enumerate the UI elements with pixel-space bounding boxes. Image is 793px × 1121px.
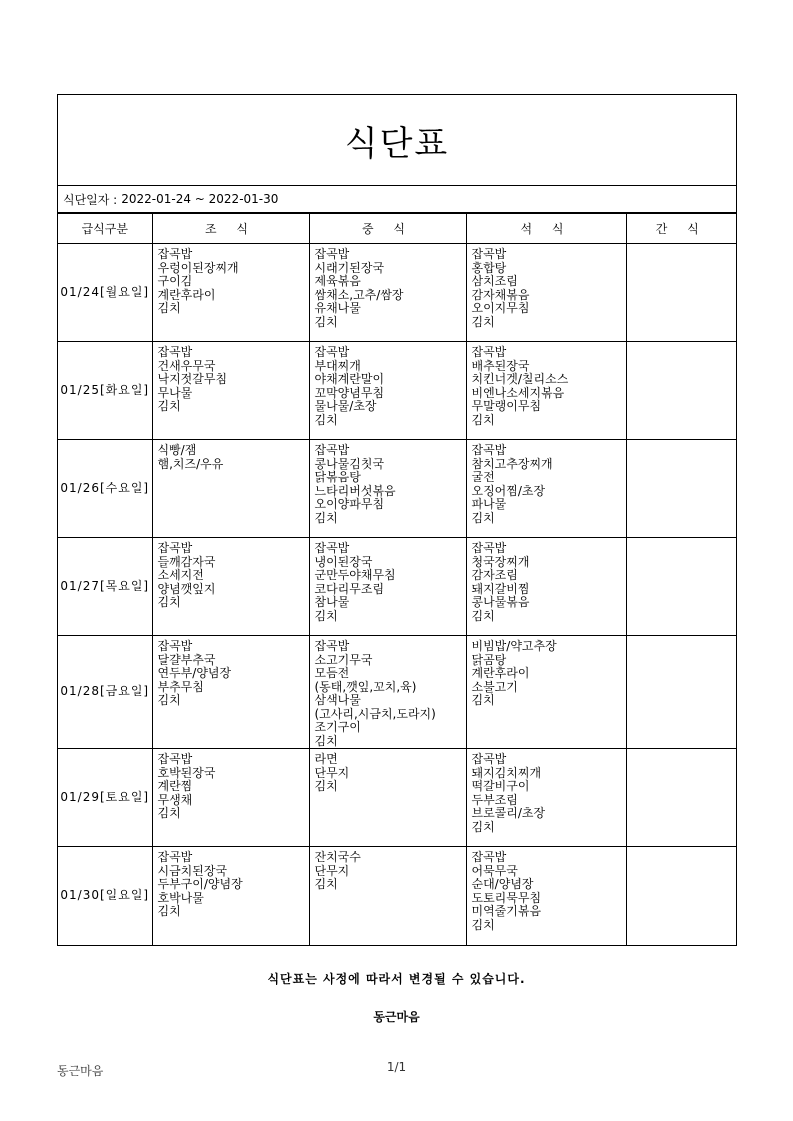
menu-item: 닭볶음탕 [314, 470, 361, 484]
breakfast-cell [152, 342, 309, 440]
menu-item: 김치 [157, 693, 181, 707]
menu-item: 무나물 [157, 385, 193, 400]
day-label: 01/26[수요일] [58, 440, 152, 538]
menu-item: 두부조림 [471, 792, 518, 807]
menu-item: 김치 [471, 412, 495, 427]
breakfast-cell [152, 847, 309, 945]
menu-item: 잡곡밥 [471, 345, 507, 359]
menu-item: 무말랭이무침 [471, 399, 542, 413]
menu-item: 돼지갈비찜 [471, 581, 530, 596]
date-line [58, 186, 736, 213]
snack-cell [626, 244, 736, 342]
day-row [58, 847, 736, 945]
menu-item: 김치 [314, 510, 338, 525]
breakfast-cell [152, 636, 309, 749]
menu-item: 김치 [157, 399, 181, 413]
snack-cell [626, 440, 736, 538]
menu-item: 김치 [314, 314, 338, 329]
menu-item: 양념깻잎지 [157, 581, 216, 596]
menu-item: 잡곡밥 [471, 850, 507, 864]
snack-cell [626, 538, 736, 636]
menu-table [58, 213, 736, 945]
menu-item: 비엔나소세지볶음 [471, 385, 565, 400]
lunch-cell [309, 749, 466, 847]
page-title: 식단표 [58, 95, 736, 186]
menu-item: 단무지 [314, 863, 350, 878]
menu-item: 조기구이 [314, 720, 361, 734]
menu-item: 잡곡밥 [314, 247, 350, 261]
day-label: 01/25[화요일] [58, 342, 152, 440]
menu-item: 물나물/초장 [314, 399, 377, 413]
menu-item: 돼지김치찌개 [471, 765, 542, 780]
menu-item: 삼치조림 [471, 274, 518, 288]
menu-item: 연두부/양념장 [157, 666, 232, 680]
day-row [58, 749, 736, 847]
menu-item: 김치 [471, 819, 495, 834]
menu-item: 김치 [157, 806, 181, 820]
menu-item: 김치 [157, 301, 181, 315]
menu-item: 소세지전 [157, 568, 204, 582]
menu-item: (고사리,시금치,도라지) [314, 706, 436, 721]
menu-item: 잡곡밥 [314, 639, 350, 653]
footer-organization: 동근마음 [57, 1064, 104, 1078]
lunch-cell [309, 244, 466, 342]
menu-body [58, 244, 736, 945]
menu-item: 도토리묵무침 [471, 890, 542, 905]
menu-item: 꼬막양념무침 [314, 385, 385, 400]
menu-item: 단무지 [314, 765, 350, 780]
menu-item: 잡곡밥 [314, 443, 350, 457]
menu-item: 브로콜리/초장 [471, 806, 546, 820]
menu-item: 낙지젓갈무침 [157, 372, 228, 386]
menu-item: 콩나물볶음 [471, 595, 530, 609]
day-row [58, 342, 736, 440]
page-number: 1/1 [386, 1060, 407, 1074]
menu-item: 햄,치즈/우유 [157, 456, 224, 471]
menu-item: 계란후라이 [157, 287, 216, 302]
menu-item: 삼색나물 [314, 693, 361, 707]
menu-item: 쌈채소,고추/쌈장 [314, 287, 404, 302]
menu-item: 잡곡밥 [471, 752, 507, 766]
menu-item: 잡곡밥 [157, 752, 193, 766]
menu-item: 배추된장국 [471, 358, 530, 373]
menu-item: 제육볶음 [314, 274, 361, 288]
dinner-cell [466, 636, 626, 749]
menu-item: 감자채볶음 [471, 287, 530, 302]
day-row [58, 538, 736, 636]
menu-item: 콩나물김칫국 [314, 456, 385, 471]
menu-item: 파나물 [471, 497, 507, 511]
menu-item: 우렁이된장찌개 [157, 260, 239, 275]
menu-item: 순대/양념장 [471, 877, 534, 891]
menu-item: 오이지무침 [471, 301, 530, 315]
menu-item: 계란후라이 [471, 666, 530, 680]
menu-item: 시래기된장국 [314, 260, 385, 275]
menu-item: 코다리무조림 [314, 581, 385, 596]
date-label: 식단일자 : [63, 192, 118, 207]
day-row [58, 244, 736, 342]
dinner-cell [466, 749, 626, 847]
lunch-cell [309, 342, 466, 440]
menu-item: 잡곡밥 [157, 850, 193, 864]
day-label: 01/30[일요일] [58, 847, 152, 945]
menu-item: 참나물 [314, 595, 350, 609]
menu-item: 감자조림 [471, 568, 518, 582]
menu-frame [57, 94, 737, 946]
lunch-cell [309, 636, 466, 749]
menu-item: 잡곡밥 [314, 345, 350, 359]
menu-item: 느타리버섯볶음 [314, 483, 396, 498]
day-label: 01/28[금요일] [58, 636, 152, 749]
menu-item: 잡곡밥 [471, 443, 507, 457]
menu-item: 김치 [471, 510, 495, 525]
menu-item: 오이양파무침 [314, 497, 385, 511]
menu-item: (동태,깻잎,꼬치,육) [314, 679, 417, 694]
menu-item: 어묵무국 [471, 863, 518, 878]
snack-cell [626, 749, 736, 847]
menu-item: 떡갈비구이 [471, 779, 530, 793]
menu-item: 소고기무국 [314, 652, 373, 667]
breakfast-cell [152, 538, 309, 636]
day-row [58, 636, 736, 749]
snack-cell [626, 847, 736, 945]
menu-item: 잡곡밥 [157, 639, 193, 653]
menu-item: 청국장찌개 [471, 554, 530, 569]
menu-item: 참치고추장찌개 [471, 456, 553, 471]
menu-item: 치킨너겟/칠리소스 [471, 372, 569, 386]
menu-item: 모듬전 [314, 666, 350, 680]
breakfast-cell [152, 749, 309, 847]
menu-item: 김치 [314, 412, 338, 427]
menu-item: 라면 [314, 752, 338, 766]
menu-item: 호박된장국 [157, 765, 216, 780]
menu-item: 김치 [157, 595, 181, 609]
menu-item: 건새우무국 [157, 358, 216, 373]
header-lunch: 중 식 [309, 214, 466, 244]
menu-item: 미역줄기볶음 [471, 904, 542, 918]
menu-item: 김치 [314, 779, 338, 793]
menu-item: 김치 [471, 608, 495, 623]
menu-item: 유채나물 [314, 301, 361, 315]
menu-item: 부추무침 [157, 679, 204, 694]
menu-item: 무생채 [157, 792, 193, 807]
date-range: 2022-01-24 ~ 2022-01-30 [121, 192, 279, 206]
menu-item: 시금치된장국 [157, 863, 228, 878]
header-dinner: 석 식 [466, 214, 626, 244]
menu-item: 김치 [314, 608, 338, 623]
menu-item: 호박나물 [157, 890, 204, 905]
menu-item: 김치 [471, 314, 495, 329]
breakfast-cell [152, 244, 309, 342]
menu-item: 소불고기 [471, 679, 518, 694]
menu-item: 김치 [157, 904, 181, 918]
menu-item: 잡곡밥 [314, 541, 350, 555]
dinner-cell [466, 847, 626, 945]
snack-cell [626, 342, 736, 440]
menu-item: 야채계란말이 [314, 372, 385, 386]
day-label: 01/24[월요일] [58, 244, 152, 342]
menu-item: 잡곡밥 [471, 541, 507, 555]
day-label: 01/29[토요일] [58, 749, 152, 847]
breakfast-cell [152, 440, 309, 538]
header-snack: 간 식 [626, 214, 736, 244]
menu-item: 굴전 [471, 470, 495, 484]
menu-item: 냉이된장국 [314, 554, 373, 569]
menu-item: 계란찜 [157, 779, 193, 793]
menu-item: 들깨감자국 [157, 554, 216, 569]
menu-item: 김치 [314, 733, 338, 748]
menu-item: 잡곡밥 [157, 541, 193, 555]
menu-item: 식빵/잼 [157, 443, 197, 457]
header-breakfast: 조 식 [152, 214, 309, 244]
menu-item: 군만두야채무침 [314, 568, 396, 582]
menu-item: 두부구이/양념장 [157, 877, 243, 891]
dinner-cell [466, 342, 626, 440]
lunch-cell [309, 538, 466, 636]
menu-item: 구이김 [157, 274, 193, 288]
menu-item: 비빔밥/약고추장 [471, 639, 557, 653]
header-category: 급식구분 [58, 214, 152, 244]
menu-item: 잡곡밥 [157, 345, 193, 359]
menu-item: 닭곰탕 [471, 652, 507, 667]
organization-name: 동근마음 [373, 1010, 420, 1024]
menu-item: 홍합탕 [471, 260, 507, 275]
menu-item: 오징어찜/초장 [471, 483, 546, 498]
dinner-cell [466, 440, 626, 538]
menu-item: 잡곡밥 [157, 247, 193, 261]
dinner-cell [466, 244, 626, 342]
dinner-cell [466, 538, 626, 636]
menu-item: 달걀부추국 [157, 652, 216, 667]
day-row [58, 440, 736, 538]
menu-item: 김치 [471, 693, 495, 707]
snack-cell [626, 636, 736, 749]
lunch-cell [309, 440, 466, 538]
menu-item: 부대찌개 [314, 358, 361, 373]
day-label: 01/27[목요일] [58, 538, 152, 636]
lunch-cell [309, 847, 466, 945]
menu-item: 김치 [314, 877, 338, 891]
menu-item: 잡곡밥 [471, 247, 507, 261]
header-row [58, 214, 736, 244]
notice-text: 식단표는 사정에 따라서 변경될 수 있습니다. [267, 972, 526, 986]
menu-item: 김치 [471, 917, 495, 932]
menu-item: 잔치국수 [314, 850, 361, 864]
